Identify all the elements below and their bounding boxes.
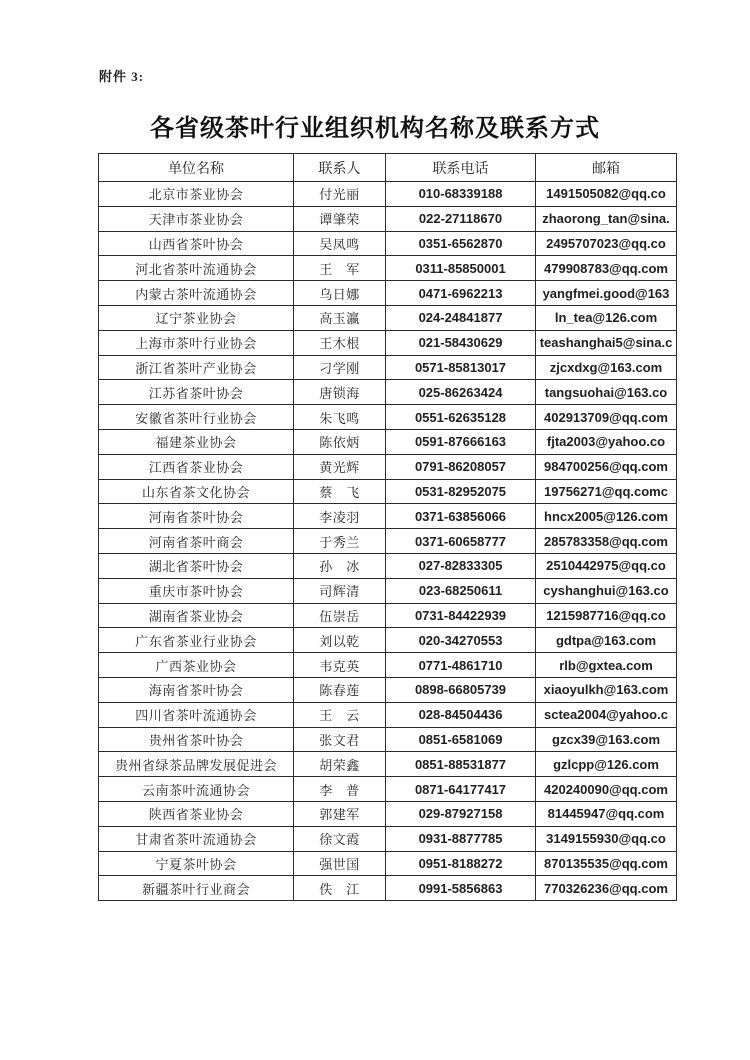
- table-header-row: [99, 154, 677, 182]
- email-cell: 479908783@qq.com: [536, 256, 677, 281]
- phone-cell: 0531-82952075: [386, 479, 536, 504]
- phone-cell: 0551-62635128: [386, 405, 536, 430]
- contact-name-cell: 蔡 飞: [294, 479, 386, 504]
- org-name-cell: 湖南省茶业协会: [99, 603, 294, 628]
- email-cell: 1215987716@qq.co: [536, 603, 677, 628]
- phone-cell: 010-68339188: [386, 182, 536, 207]
- org-name-cell: 四川省茶叶流通协会: [99, 702, 294, 727]
- phone-cell: 0851-6581069: [386, 727, 536, 752]
- org-name-cell: 河南省茶叶商会: [99, 529, 294, 554]
- contact-name-cell: 谭肇荣: [294, 206, 386, 231]
- table-row: [99, 182, 677, 207]
- contact-name-cell: 佚 江: [294, 876, 386, 901]
- email-cell: 1491505082@qq.co: [536, 182, 677, 207]
- email-cell: 420240090@qq.com: [536, 777, 677, 802]
- phone-cell: 024-24841877: [386, 305, 536, 330]
- email-cell: 984700256@qq.com: [536, 454, 677, 479]
- email-cell: 285783358@qq.com: [536, 529, 677, 554]
- org-name-cell: 江苏省茶叶协会: [99, 380, 294, 405]
- table-row: [99, 504, 677, 529]
- org-name-cell: 内蒙古茶叶流通协会: [99, 281, 294, 306]
- table-row: [99, 826, 677, 851]
- contact-name-cell: 李 普: [294, 777, 386, 802]
- contact-name-cell: 王 军: [294, 256, 386, 281]
- table-row: [99, 628, 677, 653]
- phone-cell: 0311-85850001: [386, 256, 536, 281]
- org-name-cell: 天津市茶业协会: [99, 206, 294, 231]
- contact-name-cell: 韦克英: [294, 653, 386, 678]
- email-cell: gdtpa@163.com: [536, 628, 677, 653]
- org-name-cell: 上海市茶叶行业协会: [99, 330, 294, 355]
- email-cell: teashanghai5@sina.c: [536, 330, 677, 355]
- phone-cell: 022-27118670: [386, 206, 536, 231]
- header-email: 邮箱: [536, 154, 677, 182]
- contact-name-cell: 王 云: [294, 702, 386, 727]
- table-row: [99, 281, 677, 306]
- email-cell: ln_tea@126.com: [536, 305, 677, 330]
- attachment-label: 附件 3:: [99, 69, 145, 84]
- contact-name-cell: 陈春莲: [294, 677, 386, 702]
- table-row: [99, 429, 677, 454]
- contact-name-cell: 朱飞鸣: [294, 405, 386, 430]
- email-cell: 3149155930@qq.co: [536, 826, 677, 851]
- org-name-cell: 贵州省茶叶协会: [99, 727, 294, 752]
- table-row: [99, 702, 677, 727]
- org-name-cell: 新疆茶叶行业商会: [99, 876, 294, 901]
- table-row: [99, 777, 677, 802]
- contact-name-cell: 李凌羽: [294, 504, 386, 529]
- org-name-cell: 辽宁茶业协会: [99, 305, 294, 330]
- phone-cell: 0351-6562870: [386, 231, 536, 256]
- page-title: 各省级茶叶行业组织机构名称及联系方式: [150, 115, 600, 142]
- org-name-cell: 江西省茶业协会: [99, 454, 294, 479]
- contact-name-cell: 司辉清: [294, 578, 386, 603]
- table-row: [99, 876, 677, 901]
- contact-name-cell: 高玉瀛: [294, 305, 386, 330]
- contact-name-cell: 刘以乾: [294, 628, 386, 653]
- contact-name-cell: 郭建军: [294, 801, 386, 826]
- org-name-cell: 甘肃省茶叶流通协会: [99, 826, 294, 851]
- phone-cell: 0951-8188272: [386, 851, 536, 876]
- table-row: [99, 355, 677, 380]
- contact-name-cell: 刁学刚: [294, 355, 386, 380]
- email-cell: fjta2003@yahoo.co: [536, 429, 677, 454]
- table-row: [99, 727, 677, 752]
- email-cell: gzlcpp@126.com: [536, 752, 677, 777]
- email-cell: cyshanghui@163.co: [536, 578, 677, 603]
- table-row: [99, 851, 677, 876]
- phone-cell: 0591-87666163: [386, 429, 536, 454]
- table-row: [99, 231, 677, 256]
- email-cell: zhaorong_tan@sina.: [536, 206, 677, 231]
- table-row: [99, 330, 677, 355]
- contact-name-cell: 付光丽: [294, 182, 386, 207]
- contact-name-cell: 徐文霞: [294, 826, 386, 851]
- org-name-cell: 山东省茶文化协会: [99, 479, 294, 504]
- org-name-cell: 河北省茶叶流通协会: [99, 256, 294, 281]
- phone-cell: 0851-88531877: [386, 752, 536, 777]
- org-name-cell: 安徽省茶叶行业协会: [99, 405, 294, 430]
- email-cell: 870135535@qq.com: [536, 851, 677, 876]
- phone-cell: 0771-4861710: [386, 653, 536, 678]
- org-name-cell: 广西茶业协会: [99, 653, 294, 678]
- org-name-cell: 福建茶业协会: [99, 429, 294, 454]
- email-cell: hncx2005@126.com: [536, 504, 677, 529]
- contact-name-cell: 唐锁海: [294, 380, 386, 405]
- phone-cell: 0791-86208057: [386, 454, 536, 479]
- email-cell: tangsuohai@163.co: [536, 380, 677, 405]
- header-org: 单位名称: [99, 154, 294, 182]
- contact-name-cell: 孙 冰: [294, 553, 386, 578]
- email-cell: zjcxdxg@163.com: [536, 355, 677, 380]
- phone-cell: 020-34270553: [386, 628, 536, 653]
- phone-cell: 0571-85813017: [386, 355, 536, 380]
- table-row: [99, 553, 677, 578]
- table-row: [99, 801, 677, 826]
- table-row: [99, 653, 677, 678]
- phone-cell: 025-86263424: [386, 380, 536, 405]
- contact-name-cell: 乌日娜: [294, 281, 386, 306]
- contact-name-cell: 黄光辉: [294, 454, 386, 479]
- contact-name-cell: 伍崇岳: [294, 603, 386, 628]
- org-name-cell: 河南省茶叶协会: [99, 504, 294, 529]
- header-phone: 联系电话: [386, 154, 536, 182]
- email-cell: 2495707023@qq.co: [536, 231, 677, 256]
- contact-name-cell: 王木根: [294, 330, 386, 355]
- phone-cell: 0371-60658777: [386, 529, 536, 554]
- org-name-cell: 宁夏茶叶协会: [99, 851, 294, 876]
- org-name-cell: 山西省茶叶协会: [99, 231, 294, 256]
- email-cell: 2510442975@qq.co: [536, 553, 677, 578]
- org-name-cell: 湖北省茶叶协会: [99, 553, 294, 578]
- phone-cell: 0991-5856863: [386, 876, 536, 901]
- phone-cell: 023-68250611: [386, 578, 536, 603]
- table-row: [99, 677, 677, 702]
- email-cell: rlb@gxtea.com: [536, 653, 677, 678]
- org-name-cell: 重庆市茶叶协会: [99, 578, 294, 603]
- email-cell: sctea2004@yahoo.c: [536, 702, 677, 727]
- table-row: [99, 529, 677, 554]
- table-row: [99, 454, 677, 479]
- contacts-table: [98, 153, 677, 901]
- email-cell: gzcx39@163.com: [536, 727, 677, 752]
- phone-cell: 0871-64177417: [386, 777, 536, 802]
- email-cell: 402913709@qq.com: [536, 405, 677, 430]
- contact-name-cell: 陈依炳: [294, 429, 386, 454]
- phone-cell: 0371-63856066: [386, 504, 536, 529]
- table-row: [99, 479, 677, 504]
- email-cell: 770326236@qq.com: [536, 876, 677, 901]
- table-row: [99, 405, 677, 430]
- contact-name-cell: 胡荣鑫: [294, 752, 386, 777]
- phone-cell: 0898-66805739: [386, 677, 536, 702]
- contact-name-cell: 张文君: [294, 727, 386, 752]
- org-name-cell: 陕西省茶业协会: [99, 801, 294, 826]
- table-row: [99, 206, 677, 231]
- org-name-cell: 海南省茶叶协会: [99, 677, 294, 702]
- phone-cell: 0731-84422939: [386, 603, 536, 628]
- email-cell: xiaoyulkh@163.com: [536, 677, 677, 702]
- phone-cell: 0471-6962213: [386, 281, 536, 306]
- contact-name-cell: 吴凤鸣: [294, 231, 386, 256]
- table-row: [99, 578, 677, 603]
- table-row: [99, 256, 677, 281]
- phone-cell: 0931-8877785: [386, 826, 536, 851]
- email-cell: 81445947@qq.com: [536, 801, 677, 826]
- phone-cell: 027-82833305: [386, 553, 536, 578]
- phone-cell: 028-84504436: [386, 702, 536, 727]
- table-row: [99, 603, 677, 628]
- phone-cell: 029-87927158: [386, 801, 536, 826]
- contact-name-cell: 于秀兰: [294, 529, 386, 554]
- org-name-cell: 浙江省茶叶产业协会: [99, 355, 294, 380]
- email-cell: yangfmei.good@163: [536, 281, 677, 306]
- header-contact: 联系人: [294, 154, 386, 182]
- email-cell: 19756271@qq.comc: [536, 479, 677, 504]
- table-row: [99, 305, 677, 330]
- phone-cell: 021-58430629: [386, 330, 536, 355]
- table-row: [99, 752, 677, 777]
- org-name-cell: 贵州省绿茶品牌发展促进会: [99, 752, 294, 777]
- org-name-cell: 北京市茶业协会: [99, 182, 294, 207]
- contact-name-cell: 强世国: [294, 851, 386, 876]
- org-name-cell: 广东省茶业行业协会: [99, 628, 294, 653]
- table-row: [99, 380, 677, 405]
- org-name-cell: 云南茶叶流通协会: [99, 777, 294, 802]
